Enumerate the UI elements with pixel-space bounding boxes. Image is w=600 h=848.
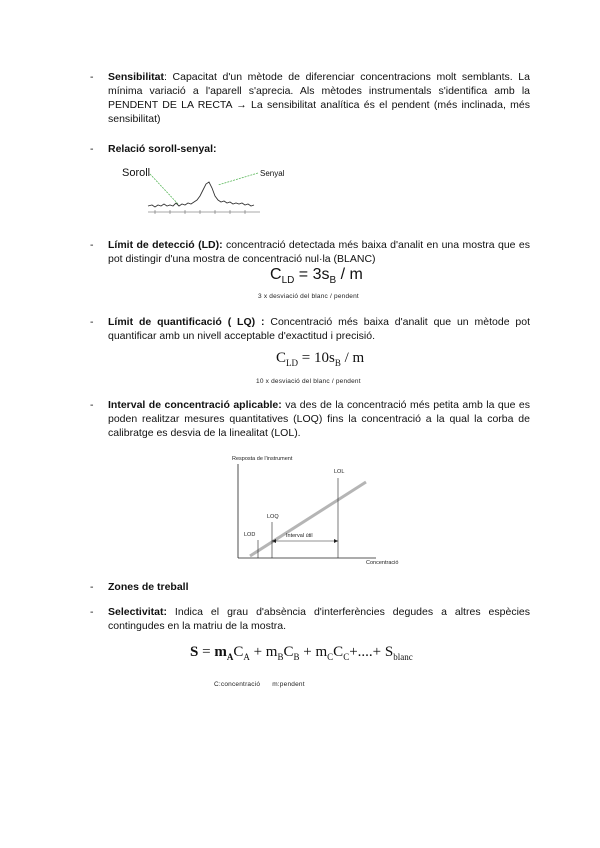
section-interval (90, 398, 530, 440)
formula-sub-c: C (343, 652, 350, 662)
formula-plus: + (299, 644, 316, 660)
section-selectivitat (90, 605, 530, 633)
formula-sub-b: B (277, 652, 284, 662)
ld-caption: 3 x desviació del blanc / pendent (258, 293, 359, 300)
calibration-range-figure (228, 452, 408, 567)
section-soroll-senyal (90, 142, 530, 156)
signal-arrow (218, 173, 258, 185)
ld-title: Límit de detecció (LD): (108, 239, 223, 251)
formula-lhs: C (276, 350, 287, 366)
formula-c-b: C (283, 644, 294, 660)
arrow-head-right (334, 539, 338, 543)
useful-range-label: Interval útil (286, 533, 313, 539)
formula-s-blank: S (384, 644, 394, 660)
lq-title: Límit de quantificació ( LQ) : (108, 316, 265, 328)
x-axis-label: Concentració (366, 560, 399, 566)
formula-plus: + (249, 644, 266, 660)
formula-s: S (190, 644, 199, 660)
selectivity-caption: C:concentració m:pendent (214, 681, 305, 688)
lq-caption: 10 x desviació del blanc / pendent (256, 378, 361, 385)
formula-sub-b: B (293, 652, 300, 662)
zones-title: Zones de treball (108, 581, 189, 593)
formula-sub-a: A (243, 652, 250, 662)
ld-formula (270, 266, 363, 286)
interval-title: Interval de concentració aplicable: (108, 399, 282, 411)
ld-text: concentració detectada més baixa d'analit en una mostra que es pot distingir d'una mostra de concentració nul·la (BLANC) (108, 239, 530, 265)
bullet-dash: - (90, 399, 94, 411)
formula-mid-sub: B (334, 358, 341, 368)
bullet-dash: - (90, 581, 94, 593)
bullet-dash: - (90, 71, 94, 83)
formula-ellipsis: +....+ (349, 644, 385, 660)
formula-mid: = 3s (294, 266, 330, 283)
soroll-title: Relació soroll-senyal: (108, 143, 217, 155)
signal-label: Senyal (260, 169, 285, 178)
noise-signal-figure (120, 160, 285, 220)
section-limit-deteccio (90, 238, 530, 266)
formula-m-b: m (265, 644, 278, 660)
formula-mid: = 10s (298, 350, 335, 366)
y-axis-label: Resposta de l'instrument (232, 456, 293, 462)
lq-text: Concentració més baixa d'analit que un mètode pot quantificar amb un nivell acceptable d'exactitud i precisió. (108, 316, 531, 342)
bullet-dash: - (90, 239, 94, 251)
selectivitat-title: Selectivitat: (108, 606, 167, 618)
formula-c-c: C (333, 644, 344, 660)
sensibilitat-title: Sensibilitat (108, 71, 165, 83)
bullet-dash: - (90, 606, 94, 618)
interval-text: va des de la concentració més petita amb la que es poden realitzar mesures quantitatives (LOQ) fins la concentració a la qual la corba de calibratge es desvia de la linealitat (LOL). (108, 399, 530, 439)
noise-arrow (150, 174, 178, 204)
signal-trace (148, 182, 254, 207)
formula-lhs: C (270, 266, 282, 283)
formula-c-a: C (233, 644, 244, 660)
formula-equals: = (198, 644, 215, 660)
formula-sub-c: C (327, 652, 334, 662)
lod-label: LOD (244, 532, 256, 538)
lol-label: LOL (334, 469, 345, 475)
section-limit-quantificacio (90, 315, 530, 343)
formula-m-a: m (214, 644, 227, 660)
lq-formula (276, 350, 364, 368)
formula-lhs-sub: LD (281, 275, 295, 287)
selectivitat-text: Indica el grau d'absència d'interferències degudes a altres espècies contingudes en la matriu de la mostra. (108, 606, 530, 632)
loq-label: LOQ (267, 514, 279, 520)
noise-label: Soroll (122, 167, 151, 179)
formula-sub-blank: blanc (393, 652, 413, 662)
section-sensibilitat (90, 70, 530, 126)
formula-m-c: m (315, 644, 328, 660)
bullet-dash: - (90, 316, 94, 328)
formula-mid-sub: B (329, 275, 337, 287)
bullet-dash: - (90, 143, 94, 155)
selectivity-formula (190, 644, 413, 662)
formula-sub-a: A (226, 652, 234, 662)
formula-lhs-sub: LD (286, 358, 299, 368)
formula-rhs: / m (336, 266, 363, 283)
formula-rhs: / m (340, 350, 365, 366)
section-zones-treball (90, 580, 530, 594)
sensibilitat-text: : Capacitat d'un mètode de diferenciar concentracions molt semblants. La mínima variació a l'aparell s'aprecia. Als mètodes instrumentals s'identifica amb la PENDENT DE LA RECTA → La sensibilitat analítica és el pendent (més inclinada, més sensibilitat) (108, 71, 530, 125)
